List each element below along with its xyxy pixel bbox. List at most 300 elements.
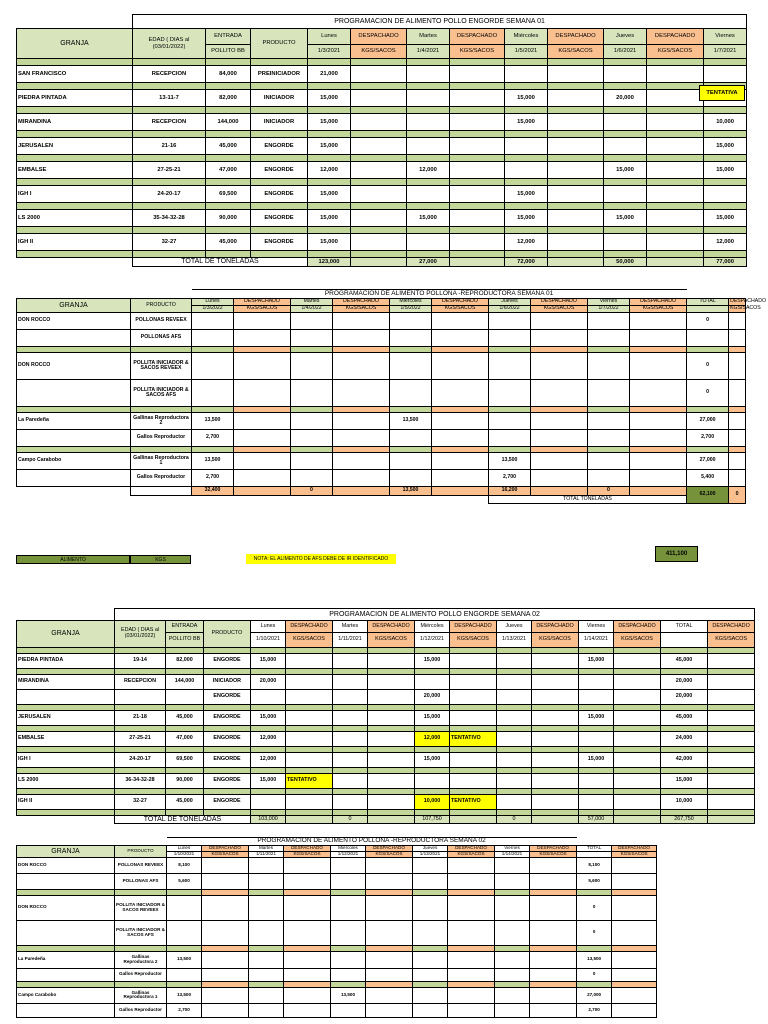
edad-cell: RECEPCION [133, 66, 206, 83]
header-total: TOTAL [687, 299, 729, 306]
despachado-cell [548, 162, 604, 179]
lunes-cell [192, 353, 234, 380]
despachado-cell [647, 138, 704, 155]
header-kgs: KGS/SACOS [730, 305, 761, 312]
despachado-cell [234, 453, 291, 470]
miercoles-cell [390, 330, 432, 347]
despachado-cell [368, 753, 415, 768]
table-row [17, 774, 755, 789]
total-cell: 8,100 [577, 857, 612, 873]
edad-cell: 32-27 [115, 795, 166, 810]
miercoles-cell [331, 920, 366, 945]
despachado-cell [729, 430, 746, 447]
despachado-cell [234, 353, 291, 380]
martes-cell [333, 795, 368, 810]
header-date: 1/13/2021 [497, 633, 532, 648]
martes-cell [333, 690, 368, 705]
despachado-cell [432, 413, 489, 430]
header-total: TOTAL [577, 845, 612, 851]
producto-cell: Gallinas Reproductora 1 [115, 987, 167, 1003]
total-cell: 27,000 [687, 413, 729, 430]
granja-cell: IGH I [17, 753, 115, 768]
producto-cell: ENGORDE [251, 138, 308, 155]
despachado-cell [531, 470, 588, 487]
despachado-cell [286, 690, 333, 705]
despachado-cell [531, 380, 588, 407]
martes-cell [333, 654, 368, 669]
lunes-cell [192, 313, 234, 330]
header-date: 1/3/2022 [192, 306, 234, 313]
miercoles-cell: 13,500 [390, 413, 432, 430]
despachado-cell [284, 920, 331, 945]
despachado-cell [450, 66, 505, 83]
despachado-cell [531, 413, 588, 430]
edad-cell: 36-34-32-28 [115, 774, 166, 789]
entrada-cell: 47,000 [206, 162, 251, 179]
despachado-cell [366, 951, 413, 968]
header-despachado: DESPACHADO [612, 845, 657, 851]
granja-cell [17, 380, 131, 407]
header-total: TOTAL [661, 621, 708, 633]
despachado-cell [448, 951, 495, 968]
entrada-cell: 144,000 [206, 114, 251, 131]
header-despachado: DESPACHADO [351, 29, 407, 45]
granja-cell: JERUSALEN [17, 711, 115, 726]
granja-cell: DON ROCCO [17, 353, 131, 380]
granja-cell: JERUSALEN [17, 138, 133, 155]
header-entrada: ENTRADA [206, 29, 251, 45]
despachado-cell [708, 732, 755, 747]
edad-cell: 21-16 [133, 138, 206, 155]
separator-row [17, 203, 747, 210]
header-kgs: KGS/SACOS [531, 306, 588, 313]
despachado-cell [450, 90, 505, 107]
despachado-cell [284, 873, 331, 889]
lunes-cell: 15,000 [251, 711, 286, 726]
jueves-cell [604, 234, 647, 251]
total-jueves: 0 [497, 816, 532, 824]
despachado-cell [368, 690, 415, 705]
total-martes: 0 [291, 487, 333, 496]
total-lunes: 123,000 [308, 258, 351, 267]
despachado-cell [708, 774, 755, 789]
header-kgs: KGS/SACOS [432, 306, 489, 313]
header-date: 1/4/2021 [407, 45, 450, 59]
viernes-cell [588, 313, 630, 330]
header-pollito: POLLITO BB [206, 45, 251, 59]
nota-afs: NOTA: EL ALIMENTO DE AFS DEBE DE IR IDENTIFICADO [246, 554, 396, 564]
total-cell: 45,000 [661, 654, 708, 669]
header-miercoles: Miércoles [331, 845, 366, 851]
despachado-cell [234, 313, 291, 330]
producto-cell: POLLITA INICIADOR & SACOS AFS [131, 380, 192, 407]
lunes-cell [167, 968, 202, 981]
jueves-cell [497, 732, 532, 747]
total-cell: 13,500 [577, 951, 612, 968]
producto-cell: Gallinas Reproductora 1 [131, 453, 192, 470]
edad-cell: 27-25-21 [115, 732, 166, 747]
table-title: PROGRAMACION DE ALIMENTO POLLO ENGORDE SEMANA 02 [115, 609, 755, 621]
lunes-cell: 2,700 [167, 1003, 202, 1017]
despachado-cell [548, 210, 604, 227]
despachado-cell [531, 353, 588, 380]
despachado-cell [614, 690, 661, 705]
miercoles-cell [505, 138, 548, 155]
header-kgs: KGS/SACOS [286, 633, 333, 648]
martes-cell [291, 470, 333, 487]
separator-row [17, 251, 747, 258]
despachado-cell [729, 353, 746, 380]
despachado-cell [612, 968, 657, 981]
despachado-cell [532, 675, 579, 690]
table-row [17, 413, 746, 430]
martes-cell [291, 313, 333, 330]
edad-cell: 13-11-7 [133, 90, 206, 107]
despachado-cell [333, 353, 390, 380]
producto-cell: Gallos Reproductor [131, 430, 192, 447]
producto-cell: ENGORDE [204, 690, 251, 705]
entrada-cell: 90,000 [166, 774, 204, 789]
edad-cell [115, 690, 166, 705]
miercoles-cell: 15,000 [415, 654, 450, 669]
edad-cell: 32-27 [133, 234, 206, 251]
miercoles-cell [331, 857, 366, 873]
producto-cell: Gallinas Reproductora 2 [115, 951, 167, 968]
despachado-cell [351, 138, 407, 155]
header-kgs: KGS/SACOS [366, 851, 413, 857]
header-miercoles: Miércoles [390, 299, 432, 306]
total-label: TOTAL DE TONELADAS [115, 816, 251, 824]
martes-cell [291, 430, 333, 447]
martes-cell [291, 453, 333, 470]
lunes-cell: 15,000 [308, 210, 351, 227]
total-label: TOTAL TONELADAS [489, 496, 687, 504]
header-jueves: Jueves [604, 29, 647, 45]
despachado-cell [351, 186, 407, 203]
edad-cell: 35-34-32-28 [133, 210, 206, 227]
viernes-cell: 12,000 [704, 234, 747, 251]
producto-cell: POLLONAS AFS [131, 330, 192, 347]
header-kgs: KGS/SACOS [614, 633, 661, 648]
jueves-cell [489, 413, 531, 430]
total-cell: 2,700 [577, 1003, 612, 1017]
martes-cell [333, 732, 368, 747]
miercoles-cell: 12,000 [415, 732, 450, 747]
martes-cell [407, 114, 450, 131]
despachado-cell [612, 1003, 657, 1017]
jueves-cell [604, 66, 647, 83]
despachado-cell [532, 654, 579, 669]
total-cell: 0 [687, 380, 729, 407]
despachado-cell [530, 1003, 577, 1017]
despachado-cell [729, 380, 746, 407]
entrada-cell: 45,000 [166, 711, 204, 726]
header-date: 1/12/2021 [415, 633, 450, 648]
despachado-cell [448, 920, 495, 945]
viernes-cell [495, 895, 530, 920]
despachado-cell [647, 234, 704, 251]
miercoles-cell: 15,000 [505, 90, 548, 107]
total-cell: 20,000 [661, 675, 708, 690]
separator-row [17, 227, 747, 234]
martes-cell [291, 380, 333, 407]
granja-cell: PIEDRA PINTADA [17, 90, 133, 107]
header-kgs: KGS/SACOS [450, 45, 505, 59]
jueves-cell [413, 920, 448, 945]
header-despachado: DESPACHADO [530, 845, 577, 851]
despachado-cell [368, 795, 415, 810]
jueves-cell [413, 987, 448, 1003]
table-engorde-semana-02 [16, 608, 755, 824]
producto-cell: ENGORDE [204, 654, 251, 669]
despachado-cell [708, 654, 755, 669]
despachado-cell [234, 430, 291, 447]
table-row [17, 453, 746, 470]
despachado-cell [202, 951, 249, 968]
granja-cell [17, 330, 131, 347]
despachado-cell [448, 987, 495, 1003]
header-martes: Martes [291, 299, 333, 306]
entrada-cell [166, 690, 204, 705]
edad-cell: 24-20-17 [133, 186, 206, 203]
viernes-cell [579, 675, 614, 690]
granja-cell: LS 2000 [17, 774, 115, 789]
header-entrada: ENTRADA [166, 621, 204, 633]
lunes-cell: 15,000 [308, 114, 351, 131]
lunes-cell: 15,000 [308, 90, 351, 107]
table-row [17, 987, 657, 1003]
header-kgs: KGS/SACOS [612, 851, 657, 857]
viernes-cell [588, 430, 630, 447]
header-lunes: Lunes [251, 621, 286, 633]
header-producto: PRODUCTO [251, 29, 308, 59]
total-cell [687, 330, 729, 347]
despachado-cell [284, 857, 331, 873]
header-viernes: Viernes [704, 29, 747, 45]
viernes-cell [588, 353, 630, 380]
header-despachado: DESPACHADO [614, 621, 661, 633]
despachado-cell [647, 162, 704, 179]
jueves-cell [497, 675, 532, 690]
jueves-cell [413, 873, 448, 889]
header-date: 1/14/2021 [579, 633, 614, 648]
despachado-cell [729, 330, 746, 347]
producto-cell: ENGORDE [204, 711, 251, 726]
table-row [17, 968, 657, 981]
despachado-cell [630, 330, 687, 347]
despachado-cell [532, 690, 579, 705]
entrada-cell: 69,500 [206, 186, 251, 203]
despachado-cell [234, 330, 291, 347]
despachado-cell [366, 968, 413, 981]
header-date: 1/7/2021 [704, 45, 747, 59]
despachado-cell [432, 330, 489, 347]
miercoles-cell: 15,000 [505, 210, 548, 227]
martes-cell [407, 66, 450, 83]
despachado-cell [450, 675, 497, 690]
total-jueves: 16,200 [489, 487, 531, 496]
table-row [17, 711, 755, 726]
header-viernes: Viernes [579, 621, 614, 633]
header-lunes: Lunes [167, 845, 202, 851]
separator-row [17, 59, 747, 66]
granja-cell [17, 968, 115, 981]
despachado-cell [532, 795, 579, 810]
total-jueves: 50,000 [604, 258, 647, 267]
despachado-cell [366, 920, 413, 945]
despachado-cell [548, 114, 604, 131]
producto-cell: ENGORDE [251, 234, 308, 251]
despachado-cell [531, 453, 588, 470]
despachado-cell [708, 675, 755, 690]
table-pollona-semana-02 [16, 837, 657, 1018]
entrada-cell: 47,000 [166, 732, 204, 747]
viernes-cell: 15,000 [579, 711, 614, 726]
despachado-cell [284, 968, 331, 981]
header-date: 1/11/2021 [333, 633, 368, 648]
lunes-cell: 12,000 [251, 753, 286, 768]
granja-cell [17, 1003, 115, 1017]
despachado-cell [202, 920, 249, 945]
despachado-cell [432, 470, 489, 487]
despachado-cell [614, 732, 661, 747]
table-row [17, 873, 657, 889]
despachado-cell [368, 774, 415, 789]
total-cell: 45,000 [661, 711, 708, 726]
despachado-cell [614, 753, 661, 768]
despachado-cell [530, 920, 577, 945]
producto-cell: ENGORDE [251, 186, 308, 203]
viernes-cell: 15,000 [704, 138, 747, 155]
total-viernes: 0 [588, 487, 630, 496]
despachado-cell [286, 753, 333, 768]
edad-cell: 27-25-21 [133, 162, 206, 179]
total-cell: 5,400 [687, 470, 729, 487]
header-despachado: DESPACHADO [630, 299, 687, 306]
table-row [17, 234, 747, 251]
despachado-cell [630, 413, 687, 430]
lunes-cell: 15,000 [251, 774, 286, 789]
entrada-cell: 82,000 [206, 90, 251, 107]
producto-cell: Gallos Reproductor [131, 470, 192, 487]
despachado-cell [234, 413, 291, 430]
despachado-cell [450, 654, 497, 669]
producto-cell: PREINICIADOR [251, 66, 308, 83]
despachado-cell [729, 413, 746, 430]
jueves-cell [413, 1003, 448, 1017]
header-date: 1/12/2021 [331, 851, 366, 857]
viernes-cell [588, 380, 630, 407]
table-row [17, 210, 747, 227]
jueves-cell [497, 753, 532, 768]
despachado-cell [630, 430, 687, 447]
despachado-cell [450, 774, 497, 789]
miercoles-cell [390, 353, 432, 380]
despachado-cell [432, 430, 489, 447]
header-despachado: DESPACHADO [730, 298, 767, 305]
producto-cell: POLLITA INICIADOR & SACOS REVEEX [131, 353, 192, 380]
despachado-cell [708, 711, 755, 726]
martes-cell [333, 753, 368, 768]
producto-cell: POLLITA INICIADOR & SACOS REVEEX [115, 895, 167, 920]
header-granja: GRANJA [17, 621, 115, 648]
miercoles-cell: 15,000 [415, 711, 450, 726]
granja-cell [17, 470, 131, 487]
header-jueves: Jueves [497, 621, 532, 633]
viernes-cell: 10,000 [704, 114, 747, 131]
despachado-cell [532, 711, 579, 726]
granja-cell: LS 2000 [17, 210, 133, 227]
martes-cell [249, 951, 284, 968]
jueves-cell [413, 857, 448, 873]
miercoles-cell [390, 430, 432, 447]
producto-cell: POLLONAS REVEEX [131, 313, 192, 330]
despachado-cell [333, 313, 390, 330]
producto-cell: ENGORDE [204, 753, 251, 768]
lunes-cell [167, 895, 202, 920]
despachado-cell [530, 857, 577, 873]
total-cell: 2,700 [687, 430, 729, 447]
despachado-cell [351, 66, 407, 83]
total-despachado: 0 [729, 487, 746, 504]
despachado-cell [450, 753, 497, 768]
table-row [17, 1003, 657, 1017]
despachado-cell [450, 114, 505, 131]
header-despachado: DESPACHADO [548, 29, 604, 45]
table-row [17, 951, 657, 968]
table-row [17, 654, 755, 669]
table-row [17, 753, 755, 768]
header-despachado: DESPACHADO [450, 29, 505, 45]
jueves-cell [413, 968, 448, 981]
header-edad: EDAD ( DIAS al (03/01/2022) [115, 621, 166, 648]
despachado-cell [630, 470, 687, 487]
viernes-cell: 15,000 [579, 654, 614, 669]
table-title: PROGRAMACION DE ALIMENTO POLLONA -REPRODUCTORA SEMANA 02 [167, 838, 577, 846]
viernes-cell [704, 186, 747, 203]
despachado-cell [614, 711, 661, 726]
header-kgs: KGS/SACOS [448, 851, 495, 857]
header-date: 1/6/2022 [489, 306, 531, 313]
granja-cell [17, 873, 115, 889]
header-granja: GRANJA [17, 299, 131, 313]
producto-cell: Gallos Reproductor [115, 1003, 167, 1017]
despachado-cell [612, 951, 657, 968]
total-general: 267,750 [661, 816, 708, 824]
despachado-cell [286, 654, 333, 669]
despachado-cell [202, 987, 249, 1003]
lunes-cell: 5,600 [167, 873, 202, 889]
despachado-cell [333, 413, 390, 430]
edad-cell: 19-14 [115, 654, 166, 669]
total-viernes: 77,000 [704, 258, 747, 267]
despachado-cell [286, 675, 333, 690]
lunes-cell: 13,500 [167, 951, 202, 968]
table-row [17, 675, 755, 690]
martes-cell [291, 413, 333, 430]
viernes-cell [495, 968, 530, 981]
despachado-cell [530, 951, 577, 968]
despachado-cell [202, 873, 249, 889]
lunes-cell: 15,000 [308, 186, 351, 203]
miercoles-cell: 15,000 [415, 753, 450, 768]
granja-cell: IGH I [17, 186, 133, 203]
lunes-cell: 12,000 [308, 162, 351, 179]
despachado-cell [630, 380, 687, 407]
producto-cell: POLLITA INICIADOR & SACOS AFS [115, 920, 167, 945]
entrada-cell: 69,500 [166, 753, 204, 768]
header-date: 1/3/2021 [308, 45, 351, 59]
